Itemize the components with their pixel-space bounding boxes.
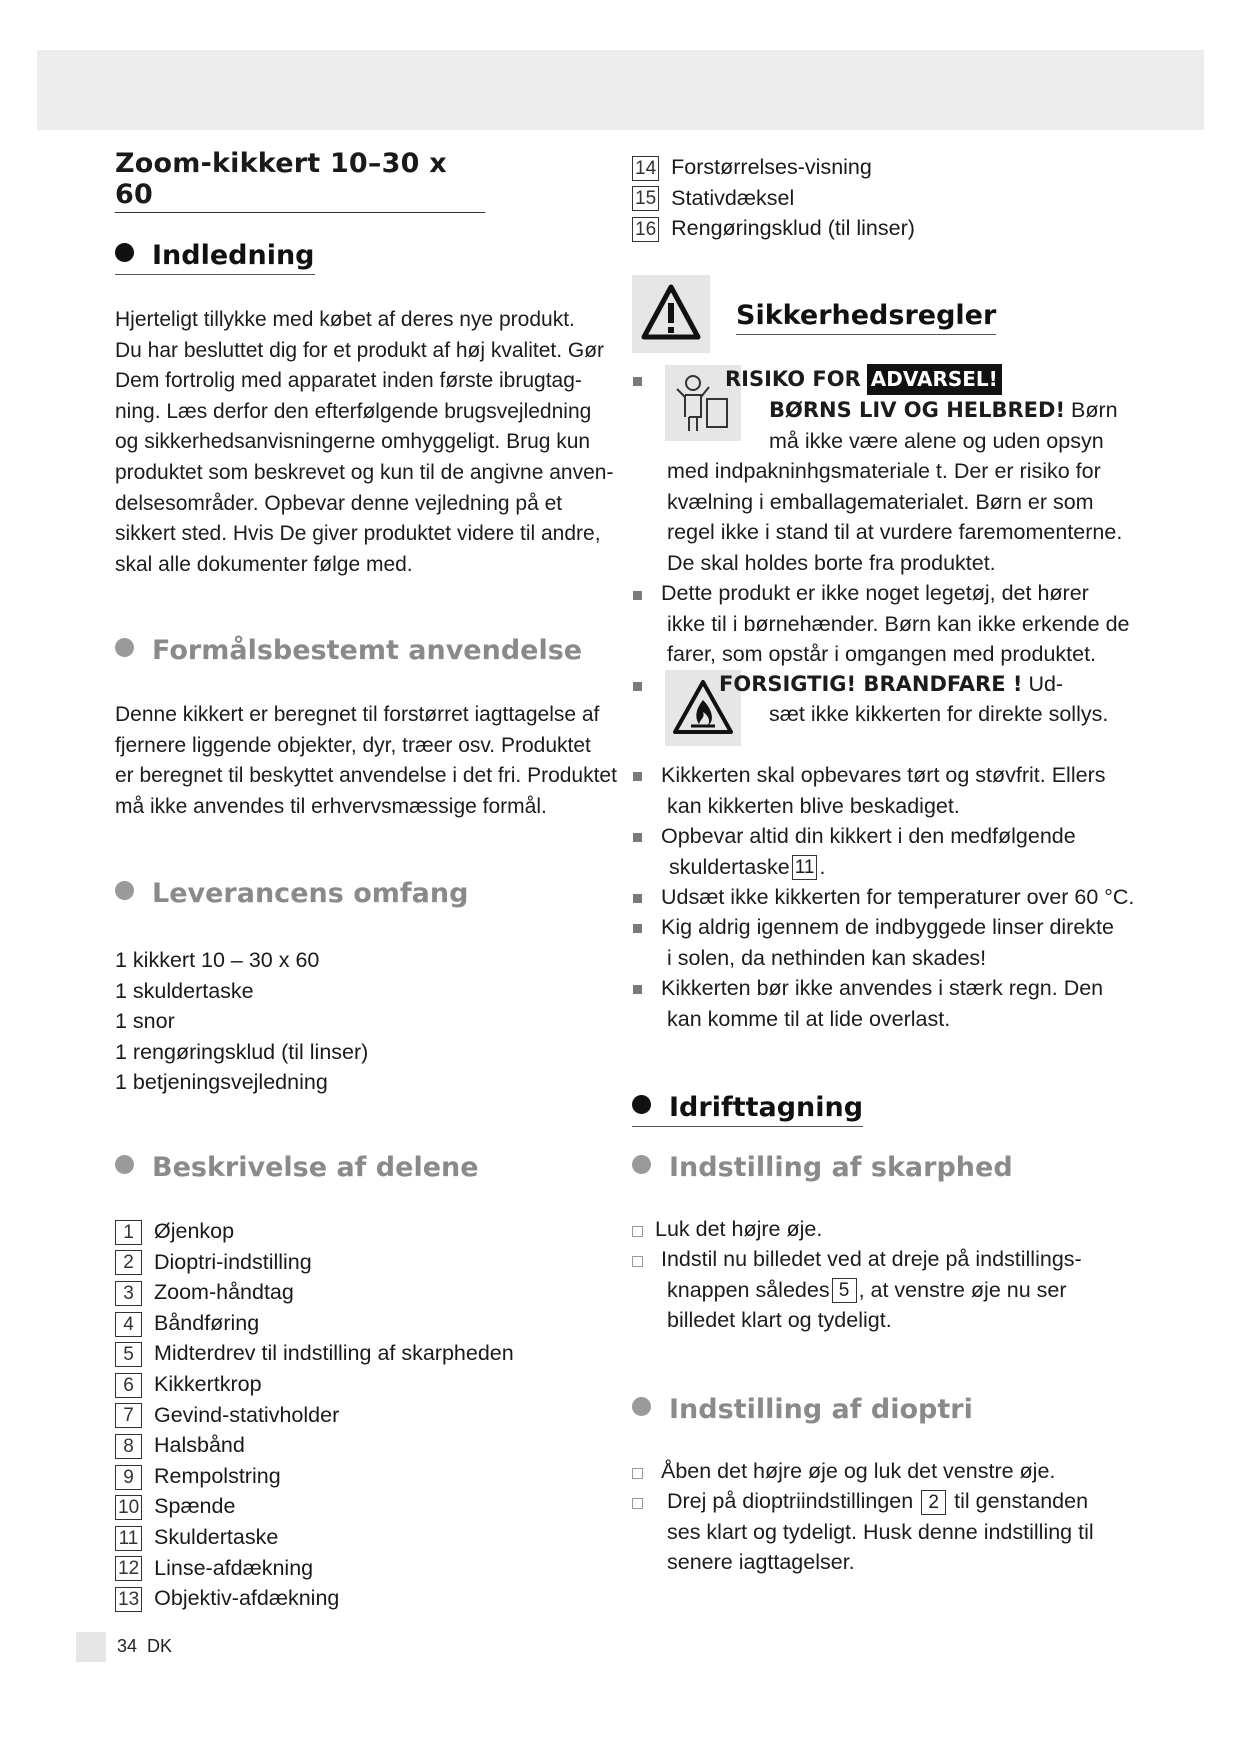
page-number: 34	[117, 1636, 138, 1656]
list-item: 1 snor	[115, 1009, 175, 1034]
checkbox-square-icon	[632, 1468, 643, 1479]
checkbox-square-icon	[632, 1256, 643, 1267]
bullet-dot-icon	[115, 881, 134, 900]
list-item: 16 Rengøringsklud (til linser)	[632, 213, 915, 244]
warning-children-line2: BØRNS LIV OG HELBRED! Børn	[769, 398, 1118, 422]
list-item: 1 Øjenkop	[115, 1216, 514, 1247]
heading-delivery: Leverancens omfang	[115, 878, 468, 912]
bullet-square-icon	[633, 772, 642, 781]
list-item: 1 rengøringsklud (til linser)	[115, 1039, 369, 1064]
safety-bullet-storage: Kikkerten skal opbevares tørt og støvfrit. Ellers kan kikkerten blive beskadiget.	[661, 763, 1106, 818]
header-bar	[37, 50, 1204, 130]
page-number-box	[76, 1632, 106, 1662]
heading-safety: Sikkerhedsregler	[736, 300, 996, 335]
heading-parts: Beskrivelse af delene	[115, 1152, 479, 1186]
text-line: regel ikke i stand til at vurdere faremomenterne.	[667, 520, 1123, 544]
focus-step-1: Luk det højre øje.	[655, 1217, 823, 1241]
bullet-square-icon	[633, 894, 642, 903]
list-item: 9 Rempolstring	[115, 1461, 514, 1492]
text-line: må ikke være alene og uden opsyn	[769, 429, 1104, 453]
list-item: 11 Skuldertaske	[115, 1522, 514, 1553]
list-item: 3 Zoom-håndtag	[115, 1277, 514, 1308]
bullet-dot-icon	[632, 1095, 651, 1114]
list-item: 12 Linse-afdækning	[115, 1553, 514, 1584]
list-item: 15 Stativdæksel	[632, 183, 915, 214]
list-item: 2 Dioptri-indstilling	[115, 1247, 514, 1278]
safety-bullet-toy: Dette produkt er ikke noget legetøj, det hører ikke til i børnehænder. Børn kan ikke erkende de farer, som opstår i omgangen med produktet.	[661, 581, 1130, 667]
list-item: 4 Båndføring	[115, 1308, 514, 1339]
heading-intro: Indledning	[115, 240, 315, 275]
list-item: 7 Gevind-stativholder	[115, 1400, 514, 1431]
bullet-square-icon	[633, 591, 642, 600]
list-item: 1 betjeningsvejledning	[115, 1070, 328, 1095]
warning-children-line1: RISIKO FOR ADVARSEL!	[725, 364, 1002, 395]
warning-icon-box	[632, 275, 710, 353]
list-item: 14 Forstørrelses-visning	[632, 152, 915, 183]
bullet-dot-icon	[115, 1155, 134, 1174]
checkbox-square-icon	[632, 1498, 643, 1509]
language-code: DK	[147, 1636, 173, 1656]
heading-purpose: Formålsbestemt anvendelse	[115, 635, 582, 669]
heading-operation: Idrifttagning	[632, 1092, 863, 1127]
bullet-square-icon	[633, 377, 642, 386]
list-item: 13 Objektiv-afdækning	[115, 1583, 514, 1614]
parts-list-continued	[632, 152, 915, 244]
text-line: sæt ikke kikkerten for direkte sollys.	[769, 702, 1109, 726]
text-line: De skal holdes borte fra produktet.	[667, 551, 996, 575]
list-item: 1 skuldertaske	[115, 978, 254, 1003]
purpose-paragraph: Denne kikkert er beregnet til forstørret iagttagelse af fjernere liggende objekter, dyr, træer osv. Produktet er beregnet til beskyttet anvendelse i det fri. Produktet må ikke anvendes til erhvervsmæssige formål.	[115, 703, 617, 818]
warning-triangle-icon	[632, 275, 710, 353]
warning-fire-line1: FORSIGTIG! BRANDFARE ! Ud-	[719, 672, 1064, 696]
bullet-square-icon	[633, 985, 642, 994]
page-footer	[117, 1636, 172, 1657]
safety-bullet-rain: Kikkerten bør ikke anvendes i stærk regn. Den kan komme til at lide overlast.	[661, 976, 1104, 1031]
safety-bullet-bag: Opbevar altid din kikkert i den medfølgende skuldertaske 11 .	[661, 824, 1076, 879]
delivery-list	[115, 945, 368, 1098]
bullet-square-icon	[633, 833, 642, 842]
parts-list	[115, 1216, 514, 1614]
text-line: med indpakninhgsmateriale t. Der er risiko for	[667, 459, 1101, 483]
bullet-square-icon	[633, 682, 642, 691]
document-title: Zoom-kikkert 10–30 x 60	[115, 148, 485, 213]
bullet-dot-icon	[115, 243, 134, 262]
list-item: 6 Kikkertkrop	[115, 1369, 514, 1400]
diopter-step-2: Drej på dioptriindstillingen 2 til genstanden ses klart og tydeligt. Husk denne indstilling til senere iagttagelser.	[667, 1489, 1094, 1575]
list-item: 5 Midterdrev til indstilling af skarpheden	[115, 1338, 514, 1369]
list-item: 10 Spænde	[115, 1491, 514, 1522]
heading-diopter: Indstilling af dioptri	[632, 1394, 973, 1428]
safety-bullet-temperature: Udsæt ikke kikkerten for temperaturer over 60 °C.	[661, 885, 1135, 909]
text-line: kvælning i emballagematerialet. Børn er som	[667, 490, 1094, 514]
bullet-dot-icon	[115, 638, 134, 657]
checkbox-square-icon	[632, 1226, 643, 1237]
diopter-step-1: Åben det højre øje og luk det venstre øje.	[661, 1459, 1056, 1483]
intro-paragraph: Hjerteligt tillykke med købet af deres nye produkt. Du har besluttet dig for et produkt af høj kvalitet. Gør Dem fortrolig med apparatet inden første ibrugtag- ning. Læs derfor den efterfølgende brugsvejledning og sikkerhedsanvisningerne omhyggeligt. Brug kun produktet som beskrevet og kun til de angivne anven- delsesområder. Opbevar denne vejledning på et sikkert sted. Hvis De giver produktet videre til andre, skal alle dokumenter følge med.	[115, 308, 614, 576]
bullet-dot-icon	[632, 1155, 651, 1174]
safety-bullet-sun: Kig aldrig igennem de indbyggede linser direkte i solen, da nethinden kan skades!	[661, 915, 1114, 970]
focus-step-2: Indstil nu billedet ved at dreje på indstillings- knappen således 5 , at venstre øje nu ser billedet klart og tydeligt.	[661, 1247, 1082, 1333]
list-item: 1 kikkert 10 – 30 x 60	[115, 948, 320, 972]
list-item: 8 Halsbånd	[115, 1430, 514, 1461]
bullet-dot-icon	[632, 1397, 651, 1416]
bullet-square-icon	[633, 924, 642, 933]
heading-focus: Indstilling af skarphed	[632, 1152, 1013, 1186]
